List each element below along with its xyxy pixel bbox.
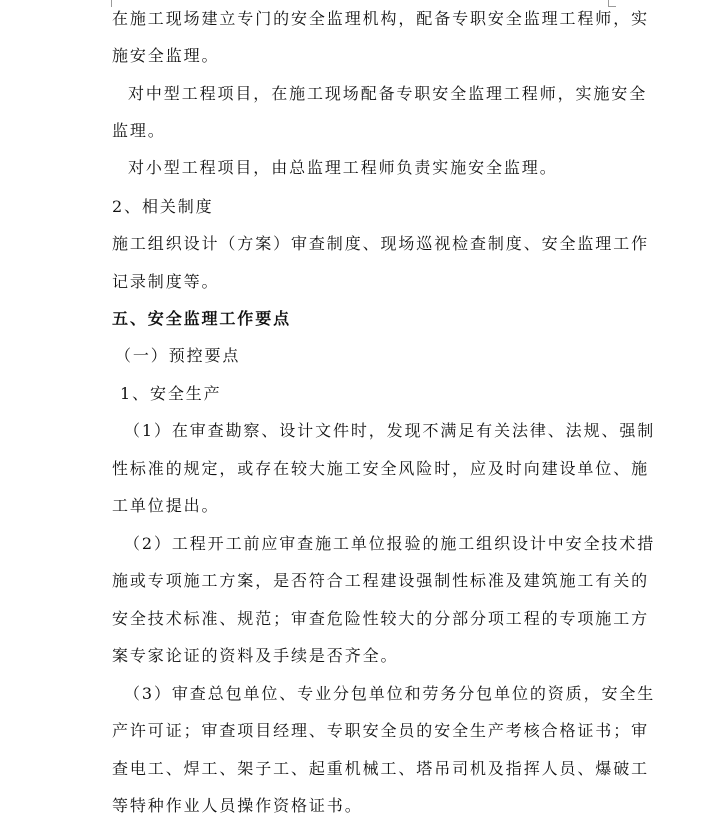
text-line-1: 在施工现场建立专门的安全监理机构，配备专职安全监理工程师，实: [112, 9, 650, 28]
text-line-18: 案专家论证的资料及手续是否齐全。: [112, 646, 399, 665]
text-line-5: 对小型工程项目，由总监理工程师负责实施安全监理。: [128, 158, 558, 177]
text-line-3: 对中型工程项目，在施工现场配备专职安全监理工程师，实施安全: [128, 84, 648, 103]
text-line-2: 施安全监理。: [112, 46, 220, 65]
text-line-10: （一）预控要点: [115, 346, 241, 365]
text-line-16: 施或专项施工方案，是否符合工程建设强制性标准及建筑施工有关的: [112, 571, 650, 590]
text-line-19: （3）审查总包单位、专业分包单位和劳务分包单位的资质，安全生: [124, 684, 656, 703]
text-line-15: （2）工程开工前应审查施工单位报验的施工组织设计中安全技术措: [124, 534, 656, 553]
text-line-12: （1）在审查勘察、设计文件时，发现不满足有关法律、法规、强制: [124, 421, 656, 440]
text-line-6: 2、相关制度: [112, 197, 214, 216]
text-line-4: 监理。: [112, 121, 166, 140]
text-line-7: 施工组织设计（方案）审查制度、现场巡视检查制度、安全监理工作: [112, 234, 650, 253]
text-line-14: 工单位提出。: [112, 496, 220, 515]
text-line-8: 记录制度等。: [112, 272, 220, 291]
text-line-20: 产许可证；审查项目经理、专职安全员的安全生产考核合格证书；审: [112, 721, 650, 740]
section-heading: 五、安全监理工作要点: [112, 309, 292, 328]
text-line-22: 等特种作业人员操作资格证书。: [112, 796, 363, 815]
text-line-11: 1、安全生产: [120, 384, 222, 403]
text-line-13: 性标准的规定，或存在较大施工安全风险时，应及时向建设单位、施: [112, 459, 650, 478]
text-line-17: 安全技术标准、规范；审查危险性较大的分部分项工程的专项施工方: [112, 609, 650, 628]
text-line-21: 查电工、焊工、架子工、起重机械工、塔吊司机及指挥人员、爆破工: [112, 759, 650, 778]
